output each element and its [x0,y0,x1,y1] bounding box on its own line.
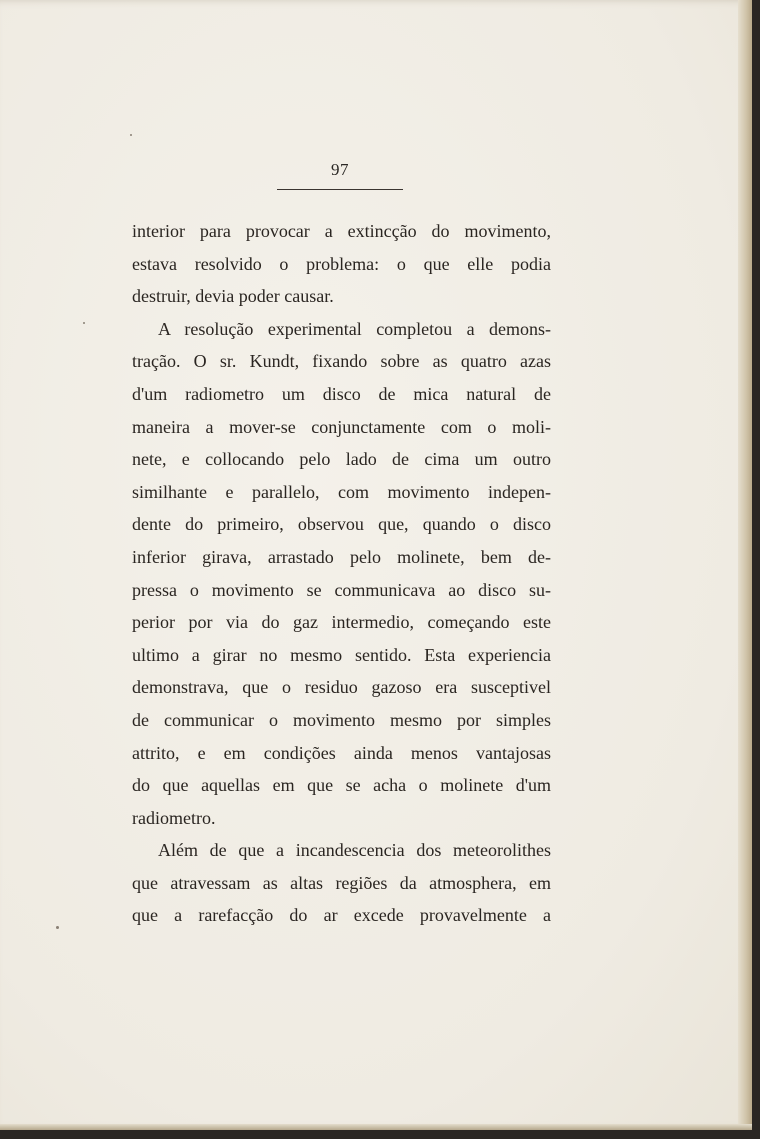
text-line: tração. O sr. Kundt, fixando sobre as quatro azas [132,351,551,372]
text-line: demonstrava, que o residuo gazoso era susceptivel [132,677,551,698]
text-line: Além de que a incandescencia dos meteorolithes [158,840,551,861]
text-line: estava resolvido o problema: o que elle podia [132,253,551,274]
page-edge-bottom [0,1124,752,1130]
text-line: interior para provocar a extincção do movimento, [132,221,551,241]
text-line: similhante e parallelo, com movimento indepen- [132,481,551,502]
text-line: attrito, e em condições ainda menos vantajosas [132,742,551,763]
page-edge-right [738,0,752,1130]
paper-speck [56,926,59,929]
paper-speck [130,134,132,136]
text-line: maneira a mover-se conjunctamente com o moli- [132,416,551,437]
page-number: 97 [331,160,349,179]
text-line: destruir, devia poder causar. [132,286,334,307]
text-line: que a rarefacção do ar excede provavelmente a [132,905,551,926]
text-line: A resolução experimental completou a demons- [158,318,551,339]
text-line: d'um radiometro um disco de mica natural de [132,383,551,404]
text-line: ultimo a girar no mesmo sentido. Esta experiencia [132,644,551,665]
text-line: do que aquellas em que se acha o molinete d'um [132,775,551,796]
text-line: radiometro. [132,807,216,828]
body-text [132,215,551,932]
text-line: inferior girava, arrastado pelo molinete, bem de- [132,546,551,567]
text-line: nete, e collocando pelo lado de cima um outro [132,449,551,470]
text-line: perior por via do gaz intermedio, começando este [132,612,551,633]
text-line: de communicar o movimento mesmo por simples [132,709,551,730]
text-line: dente do primeiro, observou que, quando o disco [132,514,551,535]
text-line: pressa o movimento se communicava ao disco su- [132,579,551,600]
header-rule [277,189,403,190]
paper-speck [83,322,85,324]
text-line: que atravessam as altas regiões da atmosphera, em [132,872,551,893]
